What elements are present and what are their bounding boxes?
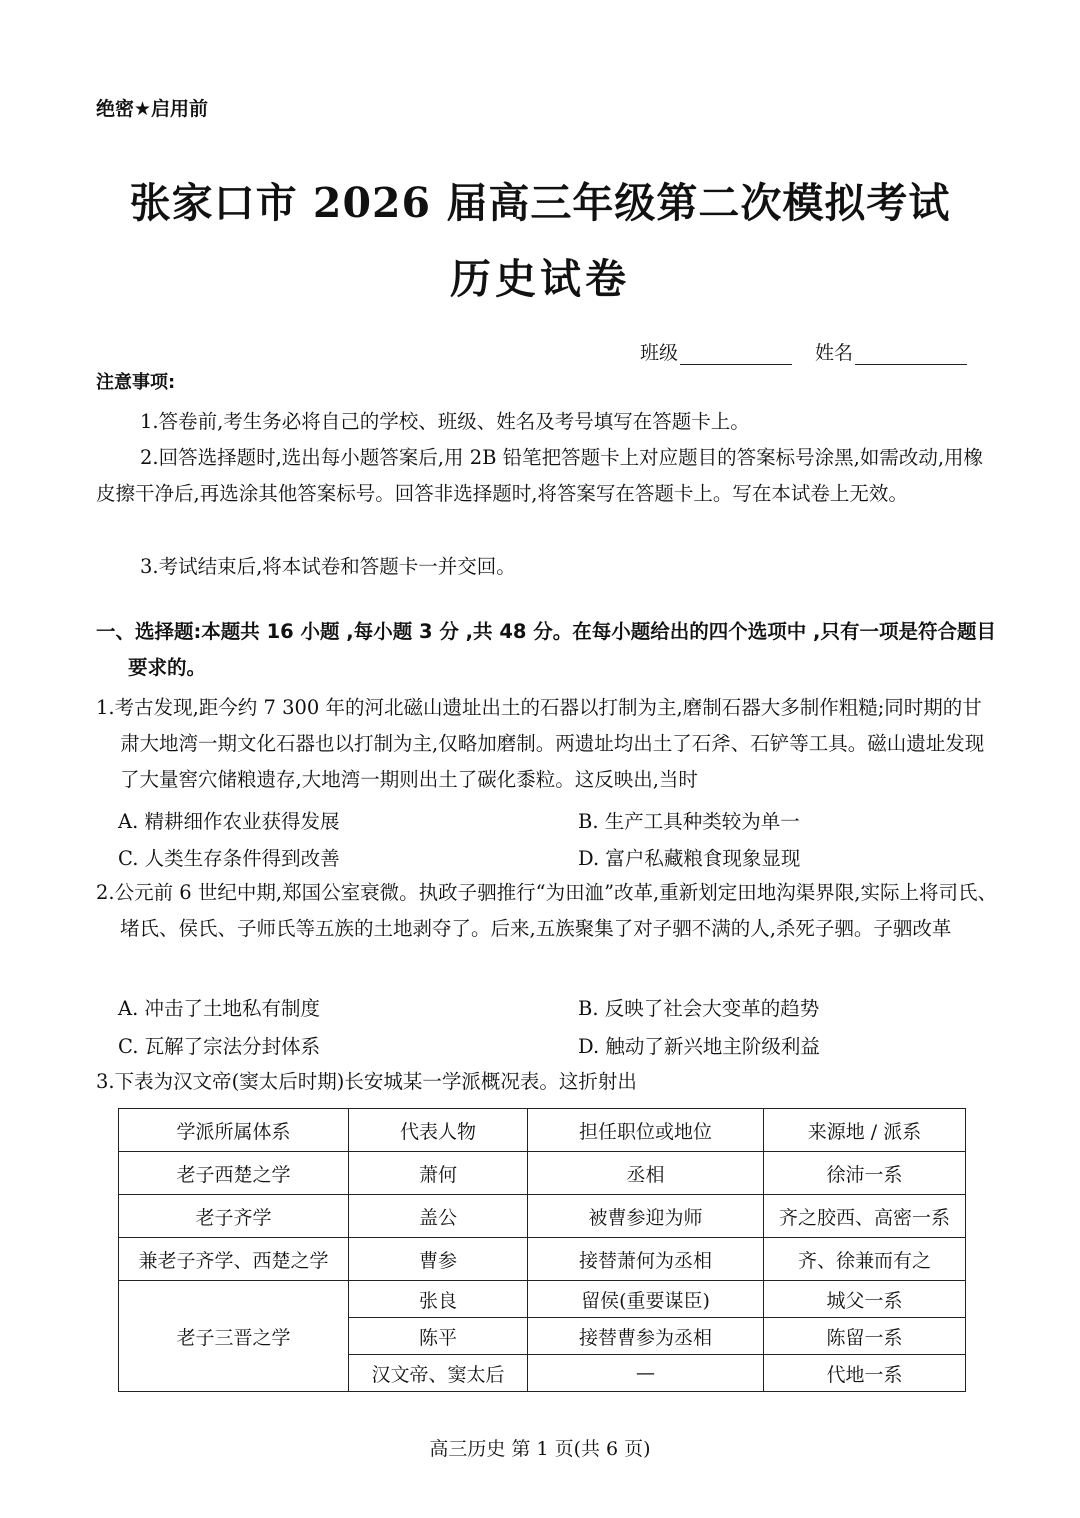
table-cell: 齐、徐兼而有之 xyxy=(764,1238,966,1281)
table-cell: 接替萧何为丞相 xyxy=(528,1238,764,1281)
question-1-option-c[interactable]: C. 人类生存条件得到改善 xyxy=(118,847,340,870)
table-row xyxy=(119,1281,966,1318)
question-2-option-d[interactable]: D. 触动了新兴地主阶级利益 xyxy=(578,1035,820,1058)
question-1-option-b[interactable]: B. 生产工具种类较为单一 xyxy=(578,810,800,833)
table-row xyxy=(119,1152,966,1195)
question-2-stem: 2.公元前 6 世纪中期,郑国公室衰微。执政子驷推行“为田洫”改革,重新划定田地沟渠界限,实际上将司氏、堵氏、侯氏、子师氏等五族的土地剥夺了。后来,五族聚集了对子驷不满的人,杀死子驷。子驷改革 xyxy=(96,881,997,940)
table-cell: 陈留一系 xyxy=(764,1318,966,1355)
exam-title: 张家口市 2026 届高三年级第二次模拟考试 xyxy=(129,179,951,227)
table-cell: 陈平 xyxy=(349,1318,528,1355)
class-field[interactable] xyxy=(640,338,792,365)
name-label: 姓名 xyxy=(815,342,854,364)
table-cell: 老子齐学 xyxy=(119,1195,349,1238)
table-header-row xyxy=(119,1109,966,1152)
table-cell: 城父一系 xyxy=(764,1281,966,1318)
table-cell: 曹参 xyxy=(349,1238,528,1281)
table-cell: 齐之胶西、高密一系 xyxy=(764,1195,966,1238)
section-heading: 一、选择题:本题共 16 小题 ,每小题 3 分 ,共 48 分。在每小题给出的四个选项中 ,只有一项是符合题目要求的。 xyxy=(96,620,996,679)
table-cell: 被曹参迎为师 xyxy=(528,1195,764,1238)
school-table xyxy=(118,1108,966,1392)
question-1-option-d[interactable]: D. 富户私藏粮食现象显现 xyxy=(578,847,801,870)
table-cell: — xyxy=(528,1355,764,1392)
name-blank[interactable] xyxy=(855,344,967,365)
question-2-option-a[interactable]: A. 冲击了土地私有制度 xyxy=(118,997,320,1020)
table-cell: 汉文帝、窦太后 xyxy=(349,1355,528,1392)
table-cell: 盖公 xyxy=(349,1195,528,1238)
exam-subtitle: 历史试卷 xyxy=(450,255,630,303)
confidential-mark: 绝密★启用前 xyxy=(96,98,209,120)
question-2-option-b[interactable]: B. 反映了社会大变革的趋势 xyxy=(578,997,820,1020)
notice-title: 注意事项: xyxy=(96,372,176,393)
table-header: 担任职位或地位 xyxy=(528,1109,764,1152)
table-cell: 兼老子齐学、西楚之学 xyxy=(119,1238,349,1281)
table-cell: 张良 xyxy=(349,1281,528,1318)
table-row xyxy=(119,1195,966,1238)
notice-item-1: 1.答卷前,考生务必将自己的学校、班级、姓名及考号填写在答题卡上。 xyxy=(140,410,750,433)
table-cell: 留侯(重要谋臣) xyxy=(528,1281,764,1318)
question-3-stem: 3.下表为汉文帝(窦太后时期)长安城某一学派概况表。这折射出 xyxy=(96,1070,637,1093)
table-row xyxy=(119,1238,966,1281)
table-group-cell: 老子三晋之学 xyxy=(119,1281,349,1392)
table-cell: 丞相 xyxy=(528,1152,764,1195)
notice-item-3: 3.考试结束后,将本试卷和答题卡一并交回。 xyxy=(140,555,516,578)
question-1-stem: 1.考古发现,距今约 7 300 年的河北磁山遗址出土的石器以打制为主,磨制石器大多制作粗糙;同时期的甘肃大地湾一期文化石器也以打制为主,仅略加磨制。两遗址均出土了石斧、石铲等工具。磁山遗址发现了大量窖穴储粮遗存,大地湾一期则出土了碳化黍粒。这反映出,当时 xyxy=(96,696,985,791)
table-cell: 萧何 xyxy=(349,1152,528,1195)
table-header: 代表人物 xyxy=(349,1109,528,1152)
table-cell: 代地一系 xyxy=(764,1355,966,1392)
table-cell: 接替曹参为丞相 xyxy=(528,1318,764,1355)
question-2-option-c[interactable]: C. 瓦解了宗法分封体系 xyxy=(118,1035,321,1058)
class-blank[interactable] xyxy=(680,344,792,365)
question-1-option-a[interactable]: A. 精耕细作农业获得发展 xyxy=(118,810,340,833)
class-label: 班级 xyxy=(640,342,679,364)
table-header: 学派所属体系 xyxy=(119,1109,349,1152)
table-header: 来源地 / 派系 xyxy=(764,1109,966,1152)
page-footer: 高三历史 第 1 页(共 6 页) xyxy=(429,1438,651,1460)
notice-item-2: 2.回答选择题时,选出每小题答案后,用 2B 铅笔把答题卡上对应题目的答案标号涂黑,如需改动,用橡皮擦干净后,再选涂其他答案标号。回答非选择题时,将答案写在答题卡上。写在本试卷上无效。 xyxy=(96,446,984,505)
name-field[interactable] xyxy=(815,338,967,365)
table-cell: 老子西楚之学 xyxy=(119,1152,349,1195)
table-cell: 徐沛一系 xyxy=(764,1152,966,1195)
